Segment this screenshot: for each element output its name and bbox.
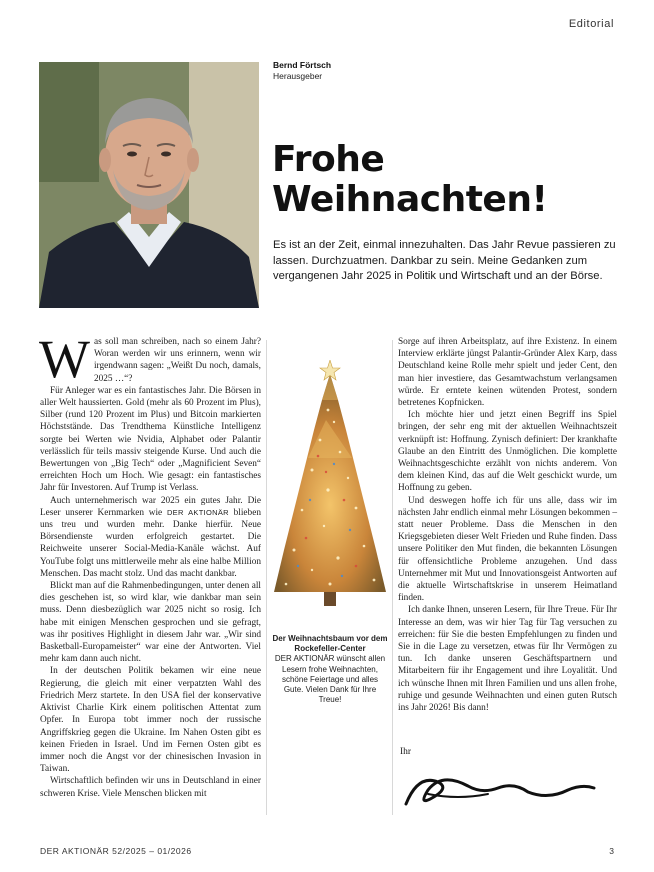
headline [272,140,632,220]
paragraph: In der deutschen Politik bekamen wir eine neue Regierung, die gleich mit einer verpatzten Wahl des Friedrich Merz startete. In den USA fiel der konservative Aktivist Charlie Kirk einem politischen Attentat zum Opfer. In Europa tobt immer noch der russische Angriffskrieg gegen die Ukraine. Im Nahen Osten gibt es keinen Frieden in Israel. Und im Fernen Osten gibt es immer noch die Angst vor der chinesischen Invasion in Taiwan. [40,666,261,775]
paragraph: Ich möchte hier und jetzt einen Begriff ins Spiel bringen, der sehr eng mit der aktuellen Weihnachtszeit verknüpft ist: Hoffnung. Zynisch definiert: Der krankhafte Glaube an den Eintritt des Unmöglichen. Die komplette Weihnachtsgeschichte erzählt von nichts anderem. Von dem kleinen Kind, das auf die Welt geschickt wurde, um Hoffnung zu geben. [398,410,617,494]
paragraph: Sorge auf ihren Arbeitsplatz, auf ihre Existenz. In einem Interview erklärte jüngst Palantir-Gründer Alex Karp, dass Deutschland keine Rolle mehr spielt und jeder Cent, den man hier investiere, das Gesamtwachstum verlangsamen würde. Er erntete keinen wütenden Protest, sondern betretenes Kopfnicken. [398,337,617,409]
author-portrait [39,62,259,308]
lead-paragraph: Es ist an der Zeit, einmal innezuhalten. Das Jahr Revue passieren zu lassen. Durchzuatmen. Dankbar zu sein. Meine Gedanken zum vergangenen Jahr 2025 in Politik und Wirtschaft und an der Börse. [273,239,616,282]
christmas-tree-image [268,360,392,632]
paragraph-text: blieben uns treu und wurden mehr. Danke hierfür. Neue Börsendienste wurden erfolgreich gestartet. Die Reichweite unserer Social-Media-Kanäle wächst. Auf YouTube folgt uns mittlerweile mehr als eine halbe Million Menschen. Das macht stolz. Und das macht dankbar. [40,507,261,579]
author-role: Herausgeber [273,71,323,81]
column-divider [266,340,267,815]
caption-title: Der Weihnachtsbaum vor dem Rockefeller-Center [272,634,388,654]
paragraph: Wirtschaftlich befinden wir uns in Deutschland in einer schweren Krise. Viele Menschen blicken mit [40,776,261,799]
portrait-illustration [39,62,259,308]
paragraph-text: Auch unternehmerisch war 2025 ein gutes Jahr. Die Leser unserer Kernmarken wie [40,495,261,518]
paragraph: Für Anleger war es ein fantastisches Jahr. Die Börsen in aller Welt haussierten. Gold (mehr als 60 Prozent im Plus), Silber (rund 120 Prozent im Plus) und Bitcoin markierten Höchststände. Das Trendthema Künstliche Intelligenz sorgte bei Werten wie Nvidia, Alphabet oder Palantir verlässlich für teils massiv steigende Kurse. Und auch die Bewertungen von „Big Tech“ oder „Magnificient Seven“ erreichten Hoch um Hoch. Wie gesagt: ein fantastisches Jahr für Investoren. Auf Trump ist Verlass. [40,385,261,494]
image-caption [272,634,388,705]
paragraph [39,329,261,389]
section-label: Editorial [568,18,614,30]
brand-mention: DER AKTIONÄR [166,507,229,517]
column-divider [392,340,393,815]
paragraph-text: as soll man schreiben, nach so einem Jahr? Woran werden wir uns erinnern, wenn wir irgendwann sagen: „Weißt Du noch, damals, 2025 …“? [93,337,261,384]
sign-off: Ihr [400,747,412,757]
signature-image [398,764,598,814]
drop-cap: W [39,329,90,389]
body-column-right [398,336,617,714]
paragraph: Ich danke Ihnen, unseren Lesern, für Ihre Treue. Für Ihr Interesse an dem, was wir hier Tag für Tag versuchen zu erreichen: für Sie die besten Empfehlungen zu finden und Sie in die Lage zu versetzen, etwas für Ihr Vermögen zu tun. Ich danke unseren Geschäftspartnern und Mitarbeitern für ihr Engagement und ihre Loyalität. Und ich wünsche Ihnen mit Ihren Familien und uns allen frohe, ruhige und gesunde Weihnachten und einen guten Rutsch ins Jahr 2026! Bis dann! [398,605,617,714]
page-number: 3 [609,846,614,856]
author-name: Bernd Förtsch [273,60,332,70]
paragraph [40,495,261,580]
body-column-left [39,329,261,800]
paragraph: Und deswegen hoffe ich für uns alle, dass wir im nächsten Jahr endlich einmal mehr Lösungen bekommen – statt neuer Probleme. Dass die Menschen in den Kriegsgebieten dieser Welt Frieden und Ruhe finden. Dass unsere Politiker den Mut finden, die bekannten Lösungen für offensichtliche Probleme anzugehen. Und dass Unternehmer mit Mut und Innovationsgeist Antworten auf die aktuelle Wirtschaftskrise in unserem Heimatland finden. [398,495,617,604]
footer-issue: DER AKTIONÄR 52/2025 – 01/2026 [40,846,192,856]
paragraph: Blickt man auf die Rahmenbedingungen, unter denen all dies geschehen ist, so wird klar, wie dankbar man sein muss. Denn diesbezüglich war 2025 nicht so rosig. Ich habe mit einigen Menschen gesprochen und sie gefragt, was ihr positives Highlight in diesem Jahr war. „Wir sind Basketball-Europameister“ war eine der Antworten. Viel mehr kam dann auch nicht. [40,581,261,665]
headline-line-1: Frohe [272,139,385,180]
headline-line-2: Weihnachten! [272,179,548,220]
caption-body: DER AKTIONÄR wünscht allen Lesern frohe Weihnachten, schöne Feiertage und alles Gute. Vielen Dank für Ihre Treue! [274,654,386,705]
